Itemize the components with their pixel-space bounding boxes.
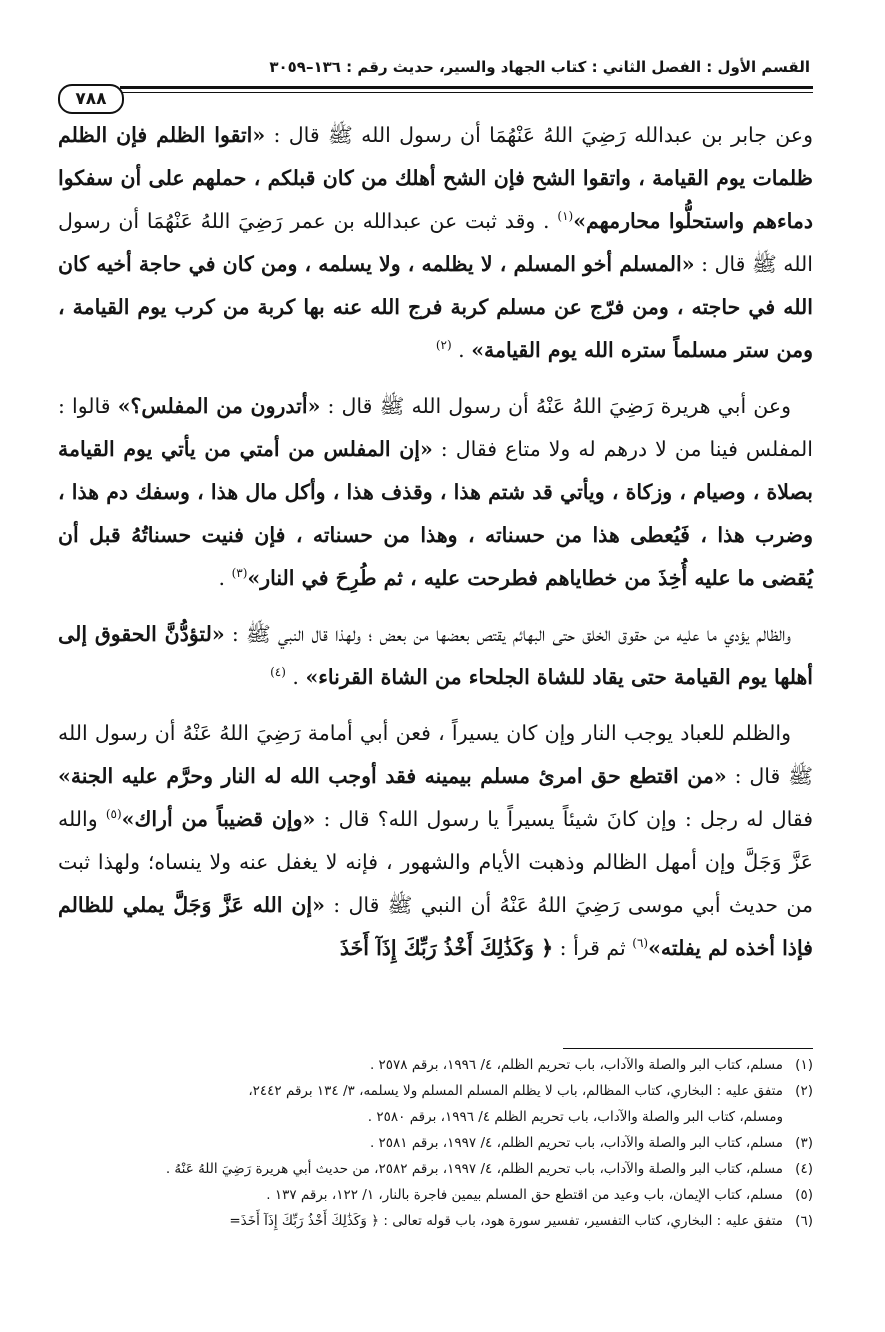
footnote-ref: (٢) [435,338,452,353]
footnote-number: (٢) [795,1083,813,1099]
footnote-text: مسلم، كتاب البر والصلة والآداب، باب تحريم الظلم، ٤/ ١٩٩٧، برقم ٢٥٨٢، من حديث أبي هريرة رَضِيَ اللهُ عَنْهُ . [165,1161,783,1177]
hadith-quote: «أتدرون من المفلس؟» [117,394,321,418]
footnote-ref: (١) [557,209,574,224]
footnote-2-continued: ومسلم، كتاب البر والصلة والآداب، باب تحريم الظلم ٤/ ١٩٩٦، برقم ٢٥٨٠ . [367,1109,783,1125]
footnote-number: (١) [795,1057,813,1073]
hadith-quote: «لتؤدُّنَّ الحقوق إلى أهلها يوم القيامة حتى يقاد للشاة الجلحاء من الشاة القرناء» [58,622,813,689]
footnote-6 [58,1208,813,1234]
page-number: ٧٨٨ [58,84,124,114]
footnote-4 [58,1156,813,1182]
text-run: وعن أبي هريرة رَضِيَ اللهُ عَنْهُ أن رسول الله ﷺ قال : [320,394,792,418]
hadith-quote: «المسلم أخو المسلم ، لا يظلمه ، ولا يسلمه ، ومن كان في حاجة أخيه كان الله في حاجته ، ومن فرّج عن مسلم كربة فرج الله عنه بها كربة من كرب يوم القيامة ، ومن ستر مسلماً ستره الله يوم القيامة» [58,252,813,362]
quran-quote: ﴿ وَكَذَٰلِكَ أَخْذُ رَبِّكَ إِذَآ أَخَذَ [339,936,554,960]
footnote-3 [58,1130,813,1156]
text-run: . [285,665,306,689]
hadith-quote: «إن المفلس من أمتي من يأتي يوم القيامة بصلاة ، وصيام ، وزكاة ، ويأتي قد شتم هذا ، وقذف هذا ، وأكل مال هذا ، وسفك دم هذا ، وضرب هذا ، فَيُعطى هذا من حسناته ، وهذا من حسناته ، فإن فنيت حسناتُهُ قبل أن يُقضى ما عليه أُخِذَ من خطاياهم فطرحت عليه ، ثم طُرِحَ في النار» [58,437,813,590]
footnote-ref: (٦) [632,936,649,951]
footnote-text: مسلم، كتاب الإيمان، باب وعيد من اقتطع حق المسلم بيمين فاجرة بالنار، ١/ ١٢٢، برقم ١٣٧ . [266,1187,783,1203]
text-run: والله عَزَّ وَجَلَّ وإن أمهل الظالم وذهبت الأيام والشهور ، فإنه لا يغفل عنه ولا ينساه؛ ولهذا ثبت من حديث أبي موسى رَضِيَ اللهُ عَنْهُ أن النبي ﷺ قال : [58,807,813,917]
text-run: قالوا : المفلس فينا من لا درهم له ولا متاع فقال : [58,394,813,461]
footnotes [58,1052,813,1234]
text-run: والظلم للعباد يوجب النار وإن كان يسيراً ، فعن أبي أمامة رَضِيَ اللهُ عَنْهُ أن رسول الله ﷺ قال : [58,721,813,788]
header-rule-thin [120,92,813,93]
footnote-ref: (٣) [231,566,248,581]
footnote-number: (٦) [795,1213,813,1229]
paragraph-4 [58,712,813,970]
text-run: وعن جابر بن عبدالله رَضِيَ اللهُ عَنْهُمَا أن رسول الله ﷺ قال : [265,123,813,147]
footnote-number: (٥) [795,1187,813,1203]
hadith-quote: «من اقتطع حق امرئ مسلم بيمينه فقد أوجب الله له النار وحرَّم عليه الجنة» [58,764,727,788]
text-run: . وقد ثبت عن عبدالله بن عمر رَضِيَ اللهُ عَنْهُمَا أن رسول الله ﷺ قال : [58,209,813,276]
text-run: فقال له رجل : وإن كانَ شيئاً يسيراً يا رسول الله؟ قال : [315,807,814,831]
paragraph-3 [58,613,813,699]
text-run: . [218,566,232,590]
footnote-5 [58,1182,813,1208]
hadith-quote: «إن الله عَزَّ وَجَلَّ يملي للظالم فإذا أخذه لم يفلته» [58,893,813,960]
footnote-text: متفق عليه : البخاري، كتاب التفسير، تفسير سورة هود، باب قوله تعالى : ﴿ وَكَذَٰلِكَ أَخْذُ رَبِّكَ إِذَآ أَخَذَ= [229,1213,783,1229]
text-run: . [451,338,472,362]
paragraph-1 [58,114,813,372]
running-header: القسم الأول : الفصل الثاني : كتاب الجهاد والسير، حديث رقم : ١٣٦–٣٠٥٩ [269,58,810,76]
text-run: ثم قرأ : [553,936,633,960]
footnote-text: مسلم، كتاب البر والصلة والآداب، باب تحريم الظلم، ٤/ ١٩٩٧، برقم ٢٥٨١ . [369,1135,783,1151]
footnote-ref: (٥) [105,807,122,822]
footnote-number: (٤) [795,1161,813,1177]
footnote-ref: (٤) [270,665,286,680]
text-run: والظالم يؤدي ما عليه من حقوق الخلق حتى البهائم يقتص بعضها من بعض ؛ ولهذا قال النبي ﷺ : [224,622,791,646]
footnote-text: مسلم، كتاب البر والصلة والآداب، باب تحريم الظلم، ٤/ ١٩٩٦، برقم ٢٥٧٨ . [369,1057,783,1073]
footnote-number: (٣) [795,1135,813,1151]
header-rule-thick [120,86,813,89]
hadith-quote: «اتقوا الظلم فإن الظلم ظلمات يوم القيامة ، واتقوا الشح فإن الشح أهلك من كان قبلكم ، حملهم على أن سفكوا دماءهم واستحلُّوا محارمهم» [58,123,813,233]
footnote-2 [58,1078,813,1104]
hadith-quote: «وإن قضيباً من أراك» [121,807,316,831]
footnote-separator [563,1048,813,1049]
footnote-text: متفق عليه : البخاري، كتاب المظالم، باب لا يظلم المسلم المسلم ولا يسلمه، ٣/ ١٣٤ برقم ٢٤٤٢، [248,1083,783,1099]
footnote-1 [58,1052,813,1078]
paragraph-2 [58,385,813,600]
main-text [58,114,813,983]
